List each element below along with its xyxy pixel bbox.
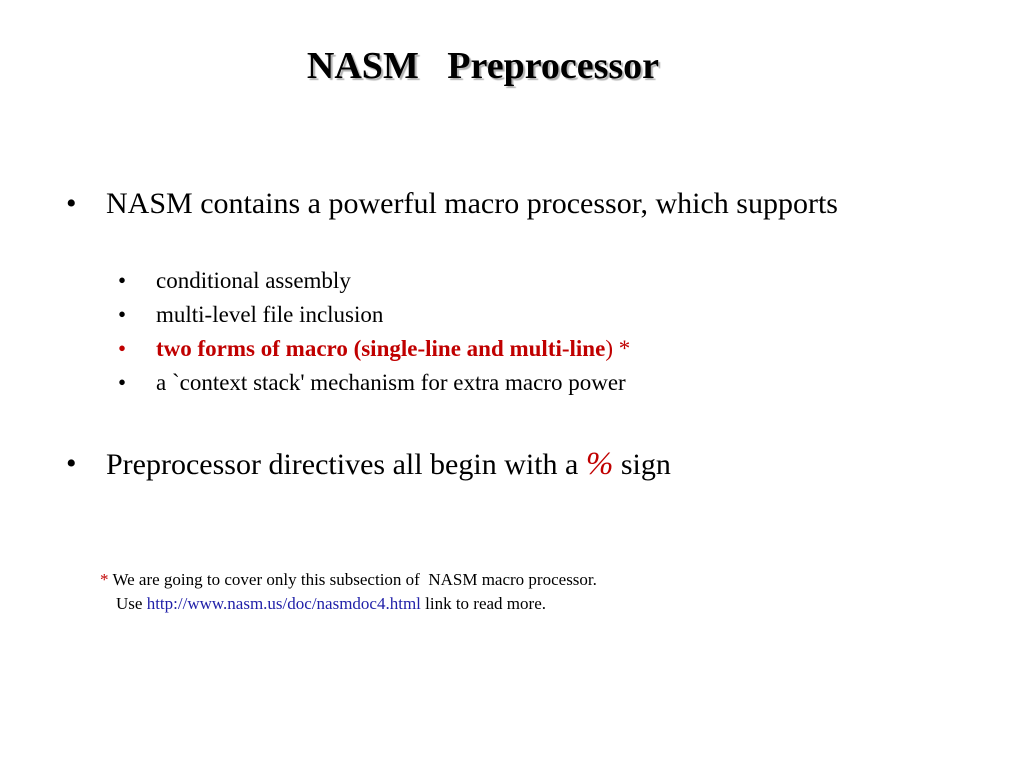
bullet-icon: • <box>118 302 127 327</box>
subbullet-text: conditional assembly <box>156 268 351 293</box>
directives-text: Preprocessor directives all begin with a <box>106 448 586 481</box>
footnote-line-2 <box>116 593 546 615</box>
bullet-icon: • <box>66 187 77 220</box>
footnote-text: link to read more. <box>420 594 546 613</box>
footnote-text: Use <box>116 594 147 613</box>
footnote-ref-marker: ) * <box>605 336 631 361</box>
directives-text-end: sign <box>613 448 671 481</box>
footnote-text: We are going to cover only this subsection of NASM macro processor. <box>108 570 597 589</box>
bullet-text: NASM contains a powerful macro processor, which supports <box>106 187 838 220</box>
macro-forms-text: two forms of macro (single-line and multi-line <box>156 336 606 361</box>
nasm-doc-link[interactable]: http://www.nasm.us/doc/nasmdoc4.html <box>146 594 421 613</box>
bullet-icon: • <box>118 370 127 395</box>
footnote-line-1 <box>100 569 597 591</box>
percent-symbol: % <box>585 446 614 482</box>
subbullet-text: a `context stack' mechanism for extra macro power <box>156 370 626 395</box>
bullet-icon: • <box>118 268 127 293</box>
bullet-icon: • <box>118 336 127 361</box>
subbullet-text: multi-level file inclusion <box>156 302 384 327</box>
bullet-text <box>106 444 846 485</box>
footnote-marker: * <box>100 570 109 589</box>
bullet-icon: • <box>66 447 77 480</box>
slide-title: NASM Preprocessor <box>306 45 660 87</box>
subbullet-text <box>156 334 630 364</box>
